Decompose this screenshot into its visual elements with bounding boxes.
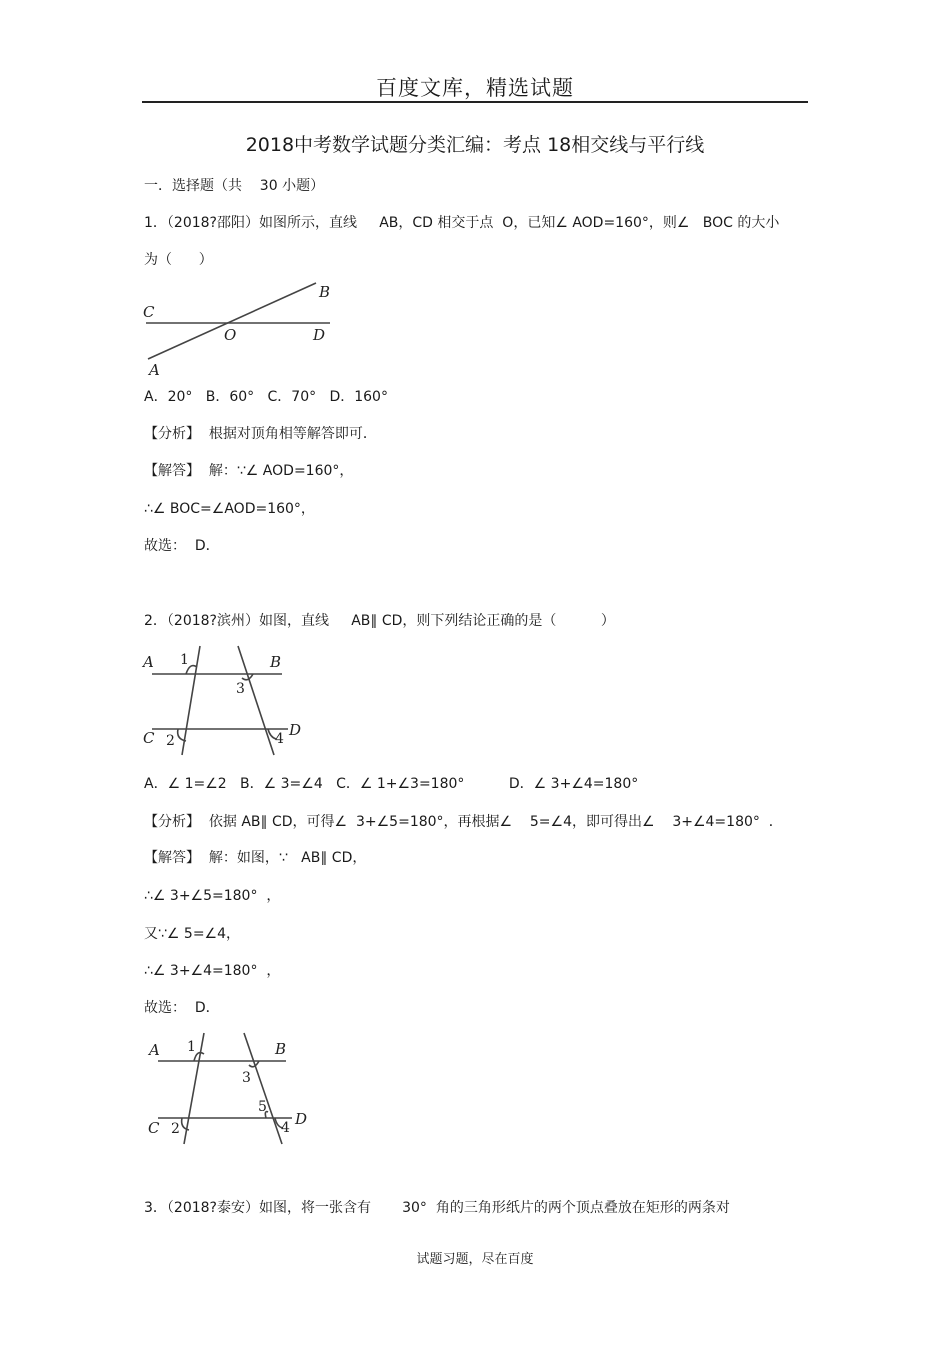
q3-stem: 3．（2018?泰安）如图，将一张含有 30° 角的三角形纸片的两个顶点叠放在矩形的两条对 xyxy=(144,1200,730,1216)
q2-solution-figure xyxy=(142,1032,317,1152)
q2s-label-a: A xyxy=(149,1041,160,1059)
q1-label-b: B xyxy=(319,283,331,301)
q2s-label-angle4: 4 xyxy=(281,1120,290,1136)
q2s-label-angle5: 5 xyxy=(258,1099,267,1115)
q2-solution-line3: 又∵∠ 5=∠4， xyxy=(144,926,241,942)
q1-stem-line1: 1．（2018?邵阳）如图所示，直线 AB，CD 相交于点 O，已知∠ AOD=160°，则∠ BOC 的大小 xyxy=(144,215,780,231)
q1-solution-line1: 【解答】 解：∵∠ AOD=160°， xyxy=(144,463,354,479)
q2-label-angle3: 3 xyxy=(236,681,245,697)
q2-label-d: D xyxy=(289,721,302,739)
q2-label-angle2: 2 xyxy=(166,733,175,749)
q1-label-d: D xyxy=(313,326,326,344)
q2-solution-line1: 【解答】 解：如图，∵ AB∥ CD， xyxy=(144,850,367,866)
q2-choice: 故选： D． xyxy=(144,1000,220,1016)
q1-analysis: 【分析】 根据对顶角相等解答即可． xyxy=(144,426,377,442)
q2s-label-b: B xyxy=(275,1040,287,1058)
q1-line-ab xyxy=(148,283,316,359)
q1-solution-line2: ∴∠ BOC=∠AOD=160°， xyxy=(144,501,315,517)
q2-transversal-right xyxy=(238,646,274,755)
q2-label-c: C xyxy=(143,729,155,747)
q1-label-c: C xyxy=(143,303,155,321)
q2-label-angle1: 1 xyxy=(180,652,189,668)
q2s-label-c: C xyxy=(148,1119,160,1137)
section-heading: 一．选择题（共 30 小题） xyxy=(144,178,325,194)
q2-options: A．∠ 1=∠2 B．∠ 3=∠4 C．∠ 1+∠3=180° D．∠ 3+∠4=180° xyxy=(144,776,639,792)
q2-solution-line2: ∴∠ 3+∠5=180° ， xyxy=(144,888,281,904)
q1-options: A．20° B．60° C．70° D．160° xyxy=(144,389,388,405)
q1-label-o: O xyxy=(224,326,237,344)
header-divider xyxy=(142,101,808,103)
q2-label-b: B xyxy=(270,653,282,671)
q2-analysis: 【分析】 依据 AB∥ CD，可得∠ 3+∠5=180°，再根据∠ 5=∠4，即可得出∠ 3+∠4=180° ． xyxy=(144,814,783,830)
q2s-label-angle3: 3 xyxy=(242,1070,251,1086)
q1-label-a: A xyxy=(149,361,160,379)
header-title: 百度文库，精选试题 xyxy=(376,76,574,100)
q1-figure xyxy=(140,280,340,380)
q1-choice: 故选： D． xyxy=(144,538,220,554)
q2-label-a: A xyxy=(143,653,154,671)
q2-figure xyxy=(140,645,310,760)
document-title: 2018中考数学试题分类汇编：考点 18相交线与平行线 xyxy=(245,134,705,156)
q2s-label-angle1: 1 xyxy=(187,1039,196,1055)
q1-stem-line2: 为（ ） xyxy=(144,252,213,268)
q2-solution-line4: ∴∠ 3+∠4=180° ， xyxy=(144,963,281,979)
footer-text: 试题习题，尽在百度 xyxy=(416,1252,534,1267)
q2-stem: 2．（2018?滨州）如图，直线 AB∥ CD，则下列结论正确的是（ ） xyxy=(144,613,615,629)
q2-label-angle4: 4 xyxy=(275,731,284,747)
q2s-label-angle2: 2 xyxy=(171,1121,180,1137)
q2s-label-d: D xyxy=(295,1110,308,1128)
